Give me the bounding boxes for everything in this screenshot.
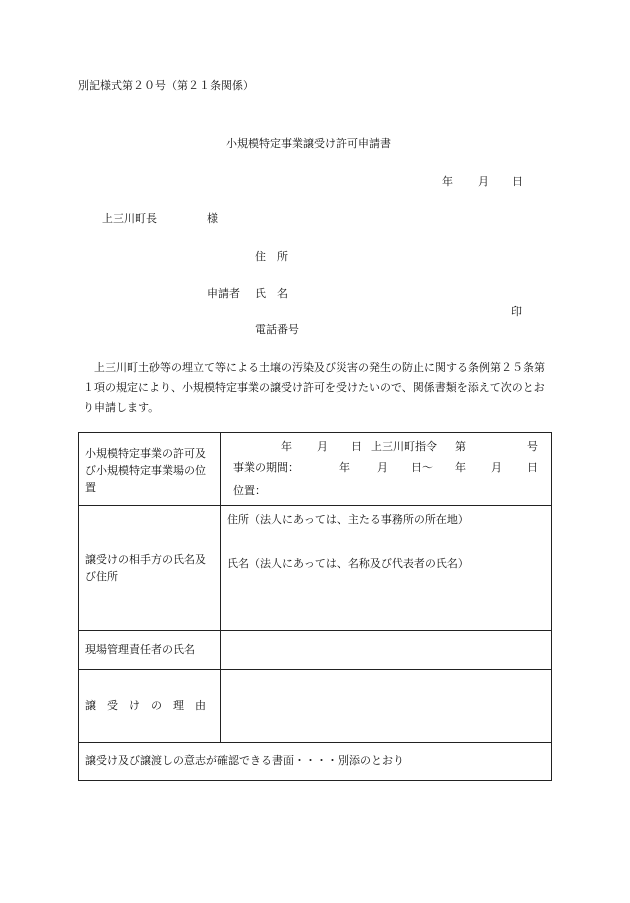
intro-paragraph: 上三川町土砂等の埋立て等による土壌の汚染及び災害の発生の防止に関する条例第２５条第１項の規定により、小規模特定事業の譲受け許可を受けたいので、関係書類を添えて次のとおり申請します。 xyxy=(83,361,545,414)
applicant-role-label: 申請者 xyxy=(207,287,240,300)
application-table xyxy=(78,432,552,781)
counterparty-name: 氏名（法人にあっては、名称及び代表者の氏名） xyxy=(227,557,469,570)
row3-label: 現場管理責任者の氏名 xyxy=(79,631,221,670)
period-end-year: 年 xyxy=(455,461,466,474)
row-permit-location xyxy=(79,433,552,506)
permit-month: 月 xyxy=(317,440,328,453)
form-number: 別記様式第２０号（第２１条関係） xyxy=(78,79,254,92)
document-title: 小規模特定事業譲受け許可申請書 xyxy=(226,137,391,150)
applicant-name-label: 氏 名 xyxy=(255,287,288,300)
applicant-address-label: 住 所 xyxy=(255,250,288,263)
applicant-seal: 印 xyxy=(511,305,522,318)
permit-office: 上三川町指令 xyxy=(371,440,437,453)
period-end-month: 月 xyxy=(491,461,502,474)
permit-dai: 第 xyxy=(455,440,466,453)
row2-content xyxy=(221,506,552,631)
period-label: 事業の期間： xyxy=(233,461,299,474)
row1-label: 小規模特定事業の許可及び小規模特定事業場の位置 xyxy=(79,433,221,506)
period-start-month: 月 xyxy=(377,461,388,474)
permit-go: 号 xyxy=(527,440,538,453)
site-manager-field[interactable] xyxy=(221,631,552,670)
addressee-name: 上三川町長 xyxy=(102,212,157,225)
consent-document-text: 譲受け及び譲渡しの意志が確認できる書面・・・・別添のとおり xyxy=(79,743,552,781)
row-consent-document xyxy=(79,743,552,781)
permit-day: 日 xyxy=(351,440,362,453)
period-start-year: 年 xyxy=(339,461,350,474)
date-month: 月 xyxy=(478,175,489,188)
permit-year: 年 xyxy=(281,440,292,453)
row-site-manager xyxy=(79,631,552,670)
counterparty-address: 住所（法人にあっては、主たる事務所の所在地） xyxy=(227,513,469,526)
row4-label: 譲 受 け の 理 由 xyxy=(79,670,221,743)
row1-content xyxy=(221,433,552,506)
date-day: 日 xyxy=(512,175,523,188)
row-counterparty xyxy=(79,506,552,631)
period-end-day: 日 xyxy=(527,461,538,474)
location-label: 位置： xyxy=(233,484,266,497)
applicant-phone-label: 電話番号 xyxy=(255,323,299,336)
date-year: 年 xyxy=(442,175,453,188)
addressee-honorific: 様 xyxy=(207,212,218,225)
row-reason xyxy=(79,670,552,743)
period-start-day: 日〜 xyxy=(411,461,433,474)
reason-field[interactable] xyxy=(221,670,552,743)
row2-label: 譲受けの相手方の氏名及び住所 xyxy=(79,506,221,631)
